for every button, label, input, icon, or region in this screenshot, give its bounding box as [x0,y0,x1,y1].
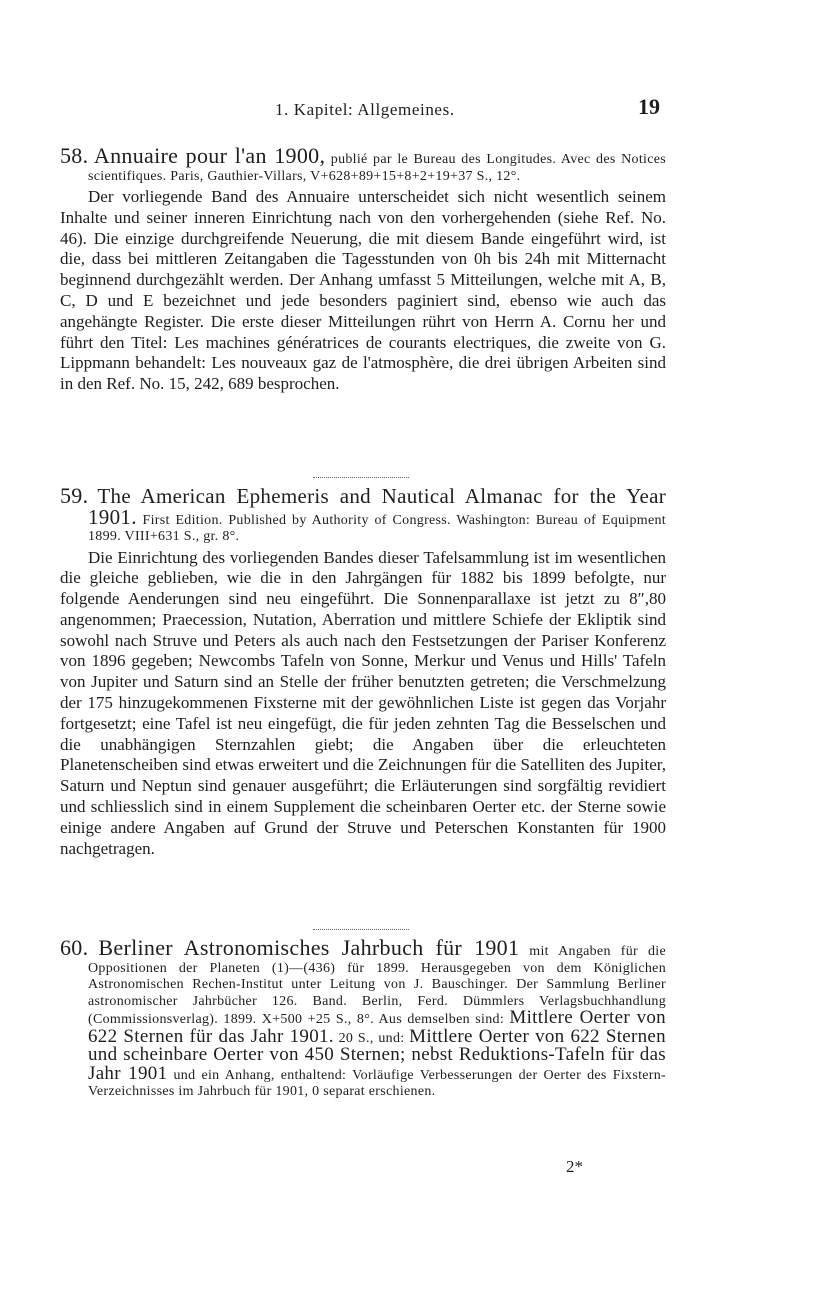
entry-59-number: 59. [60,483,89,508]
entry-59-review: Die Einrichtung des vorliegenden Bandes dieser Tafelsammlung ist im wesentlichen die gleiche geblieben, wie die in den Jahrgängen für 1882 bis 1899 befolgte, nur folgende Aenderungen sind neu eingeführt. Die Sonnenparallaxe ist jetzt zu 8″,80 angenommen; Praecession, Nutation, Aberration und mittlere Schiefe der Ekliptik sind sowohl nach Struve und Peters als auch nach den Festsetzungen der Pariser Konferenz von 1896 gegeben; Newcombs Tafeln von Sonne, Merkur und Venus und Hills' Tafeln von Jupiter und Saturn sind an Stelle der früher benutzten getreten; die Verschmelzung der 175 hinzugekommenen Fixsterne mit der gewöhnlichen Liste ist gegen das Vorjahr fortgesetzt; eine Tafel ist neu eingefügt, die für jeden zehnten Tag die Besselschen und die unabhängigen Sternzahlen giebt; die Angaben über die erleuchteten Planetenscheiben sind etwas erweitert und die Zeichnungen für die Satelliten des Jupiter, Saturn und Neptun sind genauer ausgeführt; die Erläuterungen sind sorgfältig revidiert und schliesslich sind in einem Supplement die scheinbaren Oerter etc. der Sterne sowie einige andere Angaben auf Grund der Struve und Peterschen Konstanten für 1900 nachgetragen. [60,547,666,858]
entry-60-inline-title-1: Mittlere Oerter von 622 Sternen für das Jahr 1901. [88,1007,666,1047]
entry-60 [60,935,666,1101]
signature-mark: 2* [566,1157,583,1176]
entry-59-title: The American Ephemeris and Nautical Almanac for the Year 1901. [88,484,666,529]
entry-58-details: publié par le Bureau des Longitudes. Avec des Notices scientifiques. Paris, Gauthier-Villars, V+628+89+15+8+2+19+37 S., 12°. [88,152,666,184]
entry-58-title: Annuaire pour l'an 1900, [93,143,326,168]
entry-58-review: Der vorliegende Band des Annuaire unterscheidet sich nicht wesentlich seinem Inhalte und seiner inneren Einrichtung nach von den vorhergehenden (siehe Ref. No. 46). Die einzige durchgreifende Neuerung, die mit diesem Bande eingeführt wird, ist die, dass bei mittleren Zeitangaben die Tagesstunden von 0h bis 24h mit Mitternacht beginnend durchgezählt werden. Der Anhang umfasst 5 Mitteilungen, welche mit A, B, C, D und E bezeichnet und jede besonders paginiert sind, ebenso wie auch das angehängte Register. Die erste dieser Mitteilungen rührt von Herrn A. Cornu her und führt den Titel: Les machines génératrices de courants electriques, die zweite von G. Lippmann behandelt: Les nouveaux gaz de l'atmosphère, die drei übrigen Arbeiten sind in den Ref. No. 15, 242, 689 besprochen. [60,187,666,394]
entry-separator [313,477,409,478]
entry-59-details: First Edition. Published by Authority of Congress. Washington: Bureau of Equipment 1899. VIII+631 S., gr. 8°. [88,512,666,544]
page-number: 19 [638,94,660,119]
chapter-heading: 1. Kapitel: Allgemeines. [275,100,455,119]
entry-60-heading [60,935,666,1101]
entry-58-heading [60,143,666,185]
entry-60-number: 60. [60,935,89,960]
entry-60-details-1: mit Angaben für die Oppositionen der Planeten (1)—(436) für 1899. Herausgegeben von dem Königlichen Astronomischen Rechen-Institut unter Leitung von J. Bauschinger. Der Sammlung Berliner astronomischer Jahrbücher 126. Band. Berlin, Ferd. Dümmlers Verlagsbuchhandlung (Commissionsverlag). 1899. X+500 +25 S., 8°. Aus demselben sind: [88,944,666,1027]
entry-60-details-3: und ein Anhang, enthaltend: Vorläufige Verbesserungen der Oerter des Fixstern-Verzeichnisses im Jahrbuch für 1901, 0 separat erschienen. [88,1067,666,1099]
entry-separator [313,929,409,930]
entry-59 [60,483,666,859]
entry-60-inline-title-2: Mittlere Oerter von 622 Sternen und scheinbare Oerter von 450 Sternen; nebst Reduktions-Tafeln für das Jahr 1901 [88,1025,666,1084]
entry-58 [60,143,666,395]
entry-59-heading [60,483,666,546]
entry-58-number: 58. [60,143,89,168]
entry-60-title: Berliner Astronomisches Jahrbuch für 1901 [98,935,520,960]
running-head [0,96,827,126]
entry-60-details-2: 20 S., und: [338,1030,405,1046]
